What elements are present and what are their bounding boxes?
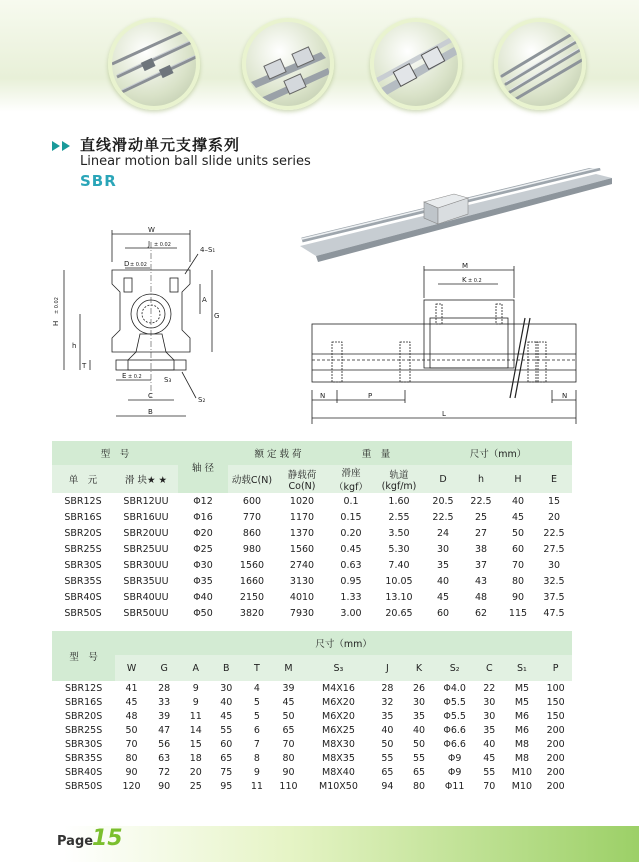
label-G: G xyxy=(214,312,220,320)
page-label: Page xyxy=(57,834,94,849)
table-cell: SBR12S xyxy=(64,682,103,694)
label-J: J xyxy=(148,240,151,248)
header-unit: 单 元 xyxy=(68,475,98,486)
table-cell: 90 xyxy=(125,766,138,778)
table-cell: 14 xyxy=(189,724,202,736)
table-cell: 38 xyxy=(474,543,488,555)
table-cell: Φ40 xyxy=(193,591,213,603)
column-header: W xyxy=(126,662,137,674)
column-header: B xyxy=(223,662,230,674)
table-cell: 30 xyxy=(412,696,426,708)
header-static-load: 静载荷Co(N) xyxy=(287,469,317,492)
table-cell: SBR16S xyxy=(64,511,102,523)
table-cell: Φ11 xyxy=(444,780,465,792)
header-model: 型 号 xyxy=(100,449,130,460)
table-cell: SBR20UU xyxy=(123,527,169,539)
table-cell: M6X20 xyxy=(322,696,355,708)
table-cell: 200 xyxy=(546,724,565,736)
label-A: A xyxy=(202,296,207,304)
table-cell: 1.60 xyxy=(388,495,410,507)
table-cell: 2.55 xyxy=(388,511,410,523)
table-cell: 65 xyxy=(412,766,426,778)
spec-table-dimensions xyxy=(52,631,572,793)
table-cell: Φ5.5 xyxy=(443,696,466,708)
linear-guides-image xyxy=(246,22,330,106)
table-cell: SBR25S xyxy=(64,724,103,736)
column-header: A xyxy=(192,662,199,674)
table-cell: 43 xyxy=(474,575,488,587)
table-cell: 4 xyxy=(253,682,260,694)
table-cell: 3.50 xyxy=(388,527,410,539)
table-cell: 7930 xyxy=(289,607,315,619)
table-cell: 0.45 xyxy=(340,543,362,555)
table-cell: 7.40 xyxy=(388,559,410,571)
table-cell: Φ12 xyxy=(193,495,213,507)
label-K: K xyxy=(462,276,467,284)
table-cell: 80 xyxy=(412,780,426,792)
table-cell: SBR25S xyxy=(64,543,102,555)
table-cell: 3820 xyxy=(239,607,265,619)
table-cell: 9 xyxy=(253,766,260,778)
table-cell: 50 xyxy=(511,527,525,539)
label-J-tol: ± 0.02 xyxy=(154,242,171,248)
table-cell: 2740 xyxy=(289,559,315,571)
label-E: E xyxy=(122,372,127,380)
table-cell: 980 xyxy=(242,543,262,555)
table-cell: 80 xyxy=(125,752,138,764)
table-cell: M8 xyxy=(514,738,530,750)
label-h: h xyxy=(72,342,77,350)
table-cell: 47.5 xyxy=(543,607,565,619)
table-cell: 41 xyxy=(125,682,138,694)
header-shaft: 轴 径 xyxy=(191,463,215,474)
photo-slide-units xyxy=(370,18,462,110)
table-cell: 50 xyxy=(282,710,295,722)
table-cell: 200 xyxy=(546,738,565,750)
table-cell: SBR40S xyxy=(64,766,103,778)
table-cell: 70 xyxy=(483,780,496,792)
shafts-image xyxy=(498,22,582,106)
table-cell: SBR50S xyxy=(64,607,102,619)
table-cell: 200 xyxy=(546,752,565,764)
label-S3: S₃ xyxy=(164,376,172,384)
table-cell: 860 xyxy=(242,527,262,539)
table-cell: Φ30 xyxy=(193,559,213,571)
table-row xyxy=(52,589,572,605)
header-E: E xyxy=(550,473,557,485)
table-cell: M5 xyxy=(514,682,530,694)
table-row xyxy=(52,509,572,525)
photo-ball-screws xyxy=(108,18,200,110)
table-cell: M8X30 xyxy=(322,738,355,750)
table-cell: 32 xyxy=(381,696,394,708)
header-load: 额 定 载 荷 xyxy=(254,449,302,460)
table-cell: 10.05 xyxy=(385,575,413,587)
photo-shafts xyxy=(494,18,586,110)
column-header: K xyxy=(415,662,423,674)
table-cell: 40 xyxy=(436,575,450,587)
table-cell: 32.5 xyxy=(543,575,565,587)
table-cell: Φ20 xyxy=(193,527,213,539)
table-row xyxy=(52,493,572,509)
label-H-tol: ± 0.02 xyxy=(54,297,60,314)
section-title-cn: 直线滑动单元支撑系列 xyxy=(80,136,241,154)
table-cell: 5 xyxy=(253,696,260,708)
table-cell: SBR16UU xyxy=(123,511,169,523)
header-D: D xyxy=(439,473,447,485)
table-cell: 200 xyxy=(546,780,565,792)
label-H: H xyxy=(52,320,60,326)
table-cell: 28 xyxy=(158,682,171,694)
table-cell: 35 xyxy=(436,559,450,571)
table-cell: 22.5 xyxy=(543,527,565,539)
label-N-left: N xyxy=(320,392,326,400)
table-cell: 90 xyxy=(158,780,171,792)
table-cell: SBR40UU xyxy=(123,591,169,603)
table-cell: 1660 xyxy=(239,575,265,587)
table-cell: 20.5 xyxy=(432,495,454,507)
table-cell: 30 xyxy=(483,710,496,722)
table-row xyxy=(52,737,572,751)
table-cell: 20.65 xyxy=(385,607,413,619)
table-cell: 11 xyxy=(189,710,202,722)
table-cell: SBR20S xyxy=(64,527,102,539)
column-header: T xyxy=(253,662,260,674)
table-cell: 35 xyxy=(483,724,496,736)
table-cell: SBR35UU xyxy=(123,575,169,587)
table-cell: SBR12S xyxy=(64,495,102,507)
table-cell: 65 xyxy=(381,766,394,778)
table-cell: 100 xyxy=(546,682,565,694)
table-cell: 30 xyxy=(547,559,561,571)
table-cell: M10 xyxy=(511,780,533,792)
table-cell: M6 xyxy=(514,724,530,736)
table-cell: 1170 xyxy=(289,511,315,523)
header-dynamic-load: 动载C(N) xyxy=(231,475,273,486)
table-cell: 48 xyxy=(474,591,488,603)
table-cell: SBR16S xyxy=(64,696,103,708)
table-cell: 770 xyxy=(242,511,262,523)
table-cell: 1560 xyxy=(289,543,315,555)
table-cell: 60 xyxy=(220,738,233,750)
table-cell: 45 xyxy=(436,591,450,603)
column-header: J xyxy=(385,662,389,674)
photo-linear-guides xyxy=(242,18,334,110)
table-row xyxy=(52,751,572,765)
label-S1: 4–S₁ xyxy=(200,246,216,254)
header-weight: 重 量 xyxy=(361,449,391,460)
table-row xyxy=(52,541,572,557)
table-cell: 30 xyxy=(220,682,233,694)
table-cell: M6X25 xyxy=(322,724,355,736)
table-row xyxy=(52,709,572,723)
rail-3d-render xyxy=(296,168,616,268)
table-cell: 20 xyxy=(189,766,202,778)
header-h: h xyxy=(477,473,485,485)
label-N-right: N xyxy=(562,392,568,400)
table-cell: 6 xyxy=(253,724,260,736)
section-arrows xyxy=(52,136,72,155)
table-cell: 48 xyxy=(125,710,138,722)
table-cell: SBR30S xyxy=(64,559,102,571)
table-cell: 600 xyxy=(242,495,262,507)
table-cell: SBR12UU xyxy=(123,495,169,507)
column-header: S₂ xyxy=(449,662,460,674)
section-title-en: Linear motion ball slide units series xyxy=(80,154,311,169)
column-header: M xyxy=(284,662,293,674)
column-header: P xyxy=(552,662,559,674)
table-cell: 62 xyxy=(474,607,488,619)
table-cell: 22.5 xyxy=(432,511,454,523)
table-cell: 56 xyxy=(158,738,171,750)
table-cell: SBR50S xyxy=(64,780,103,792)
table-cell: 30 xyxy=(436,543,450,555)
table-cell: SBR30UU xyxy=(123,559,169,571)
table-cell: 45 xyxy=(282,696,295,708)
table-cell: SBR50UU xyxy=(123,607,169,619)
table-row xyxy=(52,695,572,709)
table-cell: SBR30S xyxy=(64,738,103,750)
table-cell: 35 xyxy=(381,710,394,722)
table-cell: 45 xyxy=(220,710,233,722)
table-cell: 50 xyxy=(125,724,138,736)
column-header: C xyxy=(486,662,493,674)
table-cell: 150 xyxy=(546,710,565,722)
table-cell: 1020 xyxy=(289,495,315,507)
table-cell: 70 xyxy=(282,738,295,750)
page-number: 15 xyxy=(92,826,123,851)
table-cell: M5 xyxy=(514,696,530,708)
header-weight-block: 滑座（kgf） xyxy=(334,468,368,493)
table-row xyxy=(52,557,572,573)
table-cell: 25 xyxy=(189,780,202,792)
series-code: SBR xyxy=(80,172,117,190)
table-cell: 94 xyxy=(381,780,394,792)
ball-screws-image xyxy=(112,22,196,106)
spec-table-load xyxy=(52,441,572,621)
table-row xyxy=(52,525,572,541)
table-cell: 3130 xyxy=(289,575,315,587)
table-row xyxy=(52,573,572,589)
table-cell: 40 xyxy=(511,495,525,507)
header-dims: 尺寸（mm） xyxy=(469,449,527,460)
table-cell: 45 xyxy=(511,511,525,523)
table-cell: 1370 xyxy=(289,527,315,539)
table-cell: 39 xyxy=(158,710,171,722)
column-header: S₃ xyxy=(333,662,344,674)
table-cell: 40 xyxy=(220,696,233,708)
table-cell: M8X40 xyxy=(322,766,355,778)
table-cell: 75 xyxy=(220,766,233,778)
table-cell: M6X20 xyxy=(322,710,355,722)
table-cell: 60 xyxy=(511,543,525,555)
table-cell: 110 xyxy=(279,780,298,792)
column-header: S₁ xyxy=(517,662,527,674)
table-cell: 50 xyxy=(412,738,426,750)
label-L: L xyxy=(442,410,446,418)
table-cell: 65 xyxy=(220,752,233,764)
table-cell: 45 xyxy=(125,696,138,708)
table-cell: 25 xyxy=(474,511,488,523)
table-cell: 55 xyxy=(220,724,233,736)
table-cell: 5 xyxy=(253,710,260,722)
label-K-tol: ± 0.2 xyxy=(468,278,482,284)
table-cell: 22 xyxy=(483,682,496,694)
table-cell: 200 xyxy=(546,766,565,778)
label-D: D xyxy=(124,260,130,268)
table-cell: 2150 xyxy=(239,591,265,603)
table-cell: 120 xyxy=(122,780,141,792)
table-cell: 65 xyxy=(282,724,295,736)
table-cell: 20 xyxy=(547,511,561,523)
table-row xyxy=(52,723,572,737)
table-cell: Φ25 xyxy=(193,543,213,555)
table-cell: 1.33 xyxy=(340,591,362,603)
label-S2: S₂ xyxy=(198,396,206,404)
column-header: G xyxy=(160,662,168,674)
table-cell: 15 xyxy=(547,495,561,507)
table-cell: 26 xyxy=(412,682,426,694)
table-cell: Φ9 xyxy=(447,752,462,764)
label-P: P xyxy=(368,392,373,400)
table-cell: 24 xyxy=(436,527,450,539)
header-weight-rail: 轨道(kgf/m) xyxy=(381,469,417,492)
table-cell: 72 xyxy=(158,766,171,778)
table-cell: 39 xyxy=(282,682,295,694)
table-cell: 60 xyxy=(436,607,450,619)
table-cell: 40 xyxy=(381,724,394,736)
table-cell: 37.5 xyxy=(543,591,565,603)
table-row xyxy=(52,605,572,621)
table-cell: 70 xyxy=(511,559,525,571)
table-cell: Φ9 xyxy=(447,766,462,778)
label-T: T xyxy=(82,362,87,370)
table-cell: 4010 xyxy=(289,591,315,603)
label-C: C xyxy=(148,392,153,400)
table-cell: Φ6.6 xyxy=(443,738,466,750)
table-cell: 63 xyxy=(158,752,171,764)
header-block: 滑 块★ ★ xyxy=(124,475,168,486)
table-cell: 95 xyxy=(220,780,233,792)
table-cell: 55 xyxy=(483,766,496,778)
table-cell: SBR40S xyxy=(64,591,102,603)
table-cell: 40 xyxy=(483,738,496,750)
table-cell: 18 xyxy=(189,752,202,764)
table-cell: Φ50 xyxy=(193,607,213,619)
table-cell: 0.20 xyxy=(340,527,362,539)
label-W: W xyxy=(148,226,155,234)
table-cell: 80 xyxy=(511,575,525,587)
cross-section-drawing xyxy=(50,222,230,422)
table-cell: 47 xyxy=(158,724,171,736)
table-cell: 7 xyxy=(253,738,260,750)
header-model-2: 型 号 xyxy=(69,652,98,663)
table-cell: 0.95 xyxy=(340,575,362,587)
table-cell: SBR35S xyxy=(64,575,102,587)
table-cell: 55 xyxy=(381,752,394,764)
label-M: M xyxy=(462,262,469,270)
table-cell: 35 xyxy=(412,710,426,722)
table-cell: Φ35 xyxy=(193,575,213,587)
table-cell: 0.15 xyxy=(340,511,362,523)
table-cell: 5.30 xyxy=(388,543,410,555)
table-cell: 15 xyxy=(189,738,202,750)
table-cell: 27 xyxy=(474,527,488,539)
header-H: H xyxy=(514,473,522,485)
table-cell: M8X35 xyxy=(322,752,355,764)
table-cell: Φ5.5 xyxy=(443,710,466,722)
side-view-drawing xyxy=(300,258,630,428)
table-cell: 22.5 xyxy=(470,495,492,507)
table-cell: 80 xyxy=(282,752,295,764)
table-cell: SBR25UU xyxy=(123,543,169,555)
table-cell: M6 xyxy=(514,710,530,722)
table-cell: M4X16 xyxy=(322,682,355,694)
table-cell: 37 xyxy=(474,559,488,571)
table-cell: M10X50 xyxy=(319,780,358,792)
table-cell: 0.1 xyxy=(343,495,359,507)
table-cell: 0.63 xyxy=(340,559,362,571)
table-cell: 90 xyxy=(282,766,295,778)
table-cell: 40 xyxy=(412,724,426,736)
table-cell: Φ6.6 xyxy=(443,724,466,736)
table-cell: Φ4.0 xyxy=(443,682,466,694)
table-cell: 150 xyxy=(546,696,565,708)
table-cell: Φ16 xyxy=(193,511,213,523)
table-cell: 30 xyxy=(483,696,496,708)
table-cell: 28 xyxy=(381,682,394,694)
table-cell: 13.10 xyxy=(385,591,413,603)
table-cell: 9 xyxy=(192,696,199,708)
table-cell: 45 xyxy=(483,752,496,764)
table-cell: SBR20S xyxy=(64,710,103,722)
table-cell: 90 xyxy=(511,591,525,603)
label-B: B xyxy=(148,408,153,416)
table-cell: 50 xyxy=(381,738,394,750)
table-cell: 1560 xyxy=(239,559,265,571)
table-cell: 27.5 xyxy=(543,543,565,555)
table-cell: 3.00 xyxy=(340,607,362,619)
table-row xyxy=(52,779,572,793)
table-row xyxy=(52,681,572,695)
table-cell: SBR35S xyxy=(64,752,103,764)
table-cell: 9 xyxy=(192,682,199,694)
table-cell: M10 xyxy=(511,766,533,778)
table-cell: 33 xyxy=(158,696,171,708)
table-cell: 11 xyxy=(250,780,263,792)
table-cell: 55 xyxy=(412,752,426,764)
table-cell: 8 xyxy=(253,752,260,764)
table-cell: 115 xyxy=(508,607,528,619)
header-dims-2: 尺寸（mm） xyxy=(315,639,372,650)
table-row xyxy=(52,765,572,779)
label-E-tol: ± 0.2 xyxy=(128,374,142,380)
table-cell: 70 xyxy=(125,738,138,750)
table-cell: M8 xyxy=(514,752,530,764)
label-D-tol: ± 0.02 xyxy=(130,262,147,268)
slide-units-image xyxy=(374,22,458,106)
